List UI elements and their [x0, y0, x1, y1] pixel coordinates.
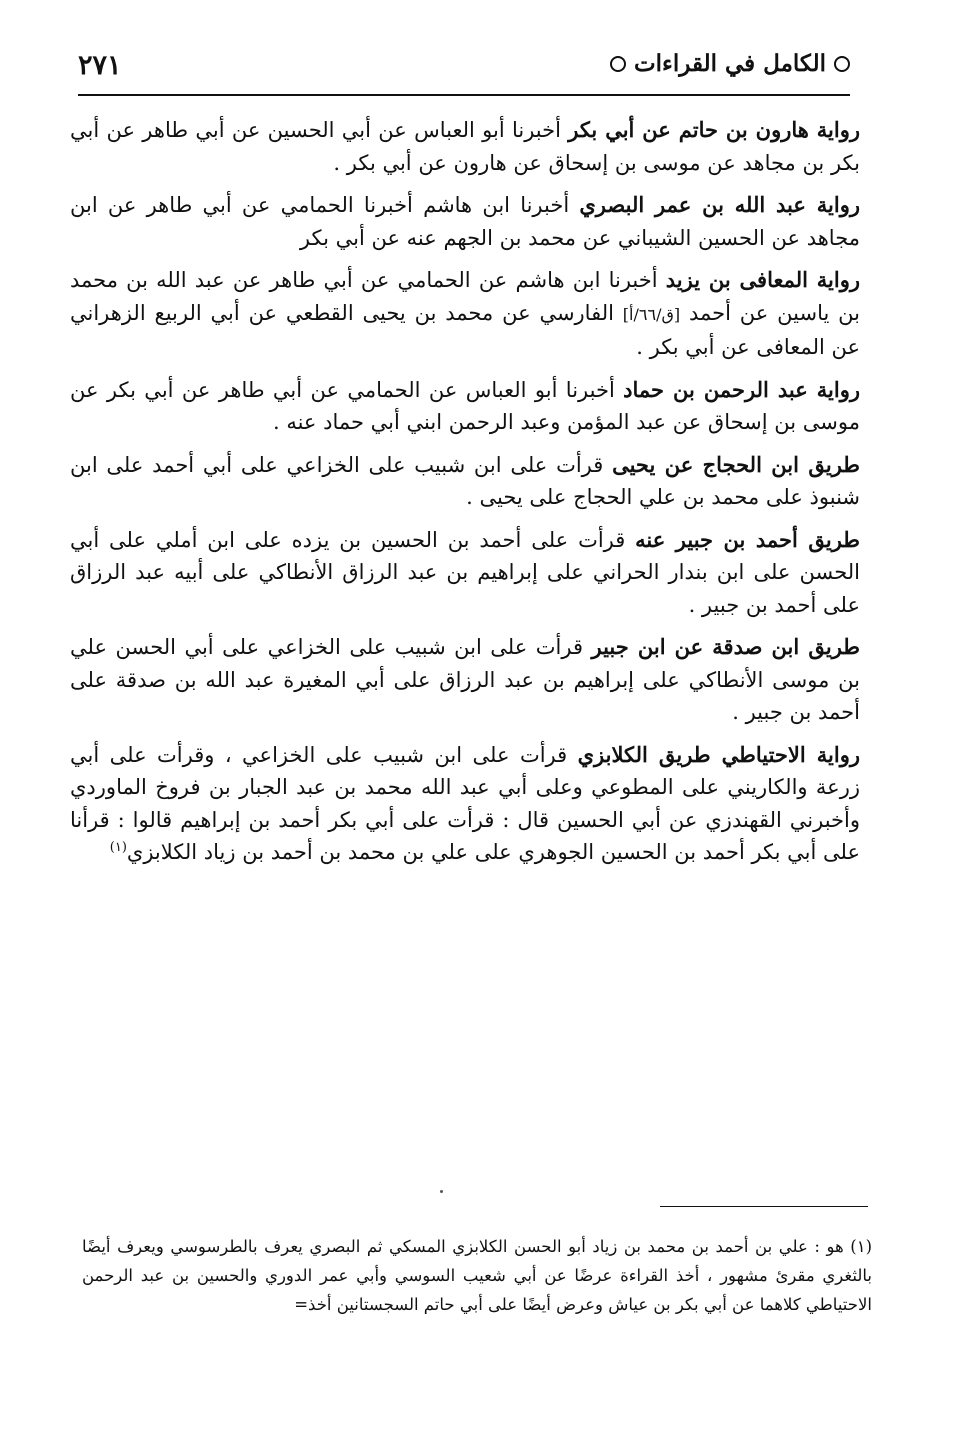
paragraph-body: الفارسي عن محمد بن يحيى القطعي عن أبي الربيع الزهراني عن المعافى عن أبي بكر .: [70, 300, 860, 359]
paragraph-body: قرأت على ابن شبيب على الخزاعي على أبي الحسن علي بن موسى الأنطاكي على إبراهيم بن عبد الرزاق على أبي المغيرة عبد الله بن صدقة على أحمد بن جبير .: [70, 635, 860, 724]
running-title-text: الكامل في القراءات: [634, 50, 826, 77]
manuscript-folio-reference: [ق/٦٦/أ]: [622, 304, 681, 324]
main-text: [70, 114, 860, 879]
paragraph: [70, 114, 860, 179]
paragraph-body: قرأت على أحمد بن الحسين بن يزده على ابن أملي على أبي الحسن على ابن بندار الحراني على إبراهيم بن عبد الرزاق الأنطاكي على أبيه عبد الرزاق على أحمد بن جبير .: [70, 527, 861, 617]
paragraph-body: أخبرنا ابن هاشم أخبرنا الحمامي عن أبي طاهر عن ابن مجاهد عن الحسين الشيباني عن محمد بن الجهم عنه عن أبي بكر: [70, 193, 860, 250]
paragraph: [70, 449, 860, 514]
running-title: [610, 50, 850, 77]
footnote: (١) هو : علي بن أحمد بن محمد بن زياد أبو الحسن الكلابزي المسكي ثم البصري يعرف بالطرسوسي ويعرف أيضًا بالثغري مقرئ مشهور ، أخذ القراءة عرضًا عن أبي شعيب السوسي وأبي عمر الدوري والحسين بن عبد الرحمن الاحتياطي كلاهما عن أبي بكر بن عياش وعرض أيضًا على أبي حاتم السجستانين أخذ=: [82, 1237, 872, 1314]
paragraph-heading: رواية المعافى بن يزيد: [665, 267, 861, 292]
header-divider: [78, 94, 850, 96]
paragraph: [70, 264, 860, 364]
paragraph-body: أخبرنا ابن هاشم عن الحمامي عن أبي طاهر عن عبد الله بن محمد بن ياسين عن أحمد: [70, 268, 860, 325]
paragraph: [70, 631, 860, 729]
footnote-marker[interactable]: (١): [109, 840, 127, 855]
paragraph-body: قرأت على ابن شبيب على الخزاعي على أبي أحمد على ابن شنبوذ على محمد بن علي الحجاج على يحيى .: [70, 452, 860, 509]
paragraph: [70, 374, 860, 439]
circle-ornament-icon: [610, 56, 626, 72]
paragraph-heading: طريق ابن الحجاج عن يحيى: [612, 451, 861, 477]
paragraph-heading: رواية عبد الله بن عمر البصري: [579, 192, 860, 217]
paragraph: [70, 739, 860, 869]
paragraph: [70, 189, 860, 254]
paragraph-heading: طريق ابن صدقة عن ابن جبير: [591, 634, 860, 659]
paragraph-heading: رواية عبد الرحمن بن حماد: [623, 376, 860, 402]
paragraph-heading: رواية الاحتياطي طريق الكلابزي: [577, 741, 860, 767]
circle-ornament-icon: [834, 56, 850, 72]
footnote-divider: [660, 1206, 868, 1207]
paragraph: [70, 524, 860, 622]
paragraph-heading: رواية هارون بن حاتم عن أبي بكر: [568, 117, 860, 142]
page-number: ٢٧١: [78, 50, 122, 81]
page-header: [78, 44, 850, 90]
speck-mark: [440, 1190, 443, 1193]
paragraph-heading: طريق أحمد بن جبير عنه: [635, 526, 860, 552]
paragraph-body: أخبرنا أبو العباس عن أبي الحسين عن أبي طاهر عن أبي بكر بن مجاهد عن موسى بن إسحاق عن هارون عن أبي بكر .: [70, 118, 860, 175]
paragraph-body: أخبرنا أبو العباس عن الحمامي عن أبي طاهر عن أبي بكر عن موسى بن إسحاق عن عبد المؤمن وعبد الرحمن ابني أبي حماد عنه .: [70, 377, 860, 434]
paragraph-body: قرأت على ابن شبيب على الخزاعي ، وقرأت على أبي زرعة والكاريني على المطوعي وعلى أبي عبد الله محمد بن عبد الجبار بن فروخ الماوردي وأخبرني القهندزي عن أبي الحسين قال : قرأت على أبي بكر أحمد بن إبراهيم قالوا : قرأنا على أبي بكر أحمد بن الحسين الجوهري على علي بن محمد بن أحمد بن زياد الكلابزي: [70, 742, 860, 864]
